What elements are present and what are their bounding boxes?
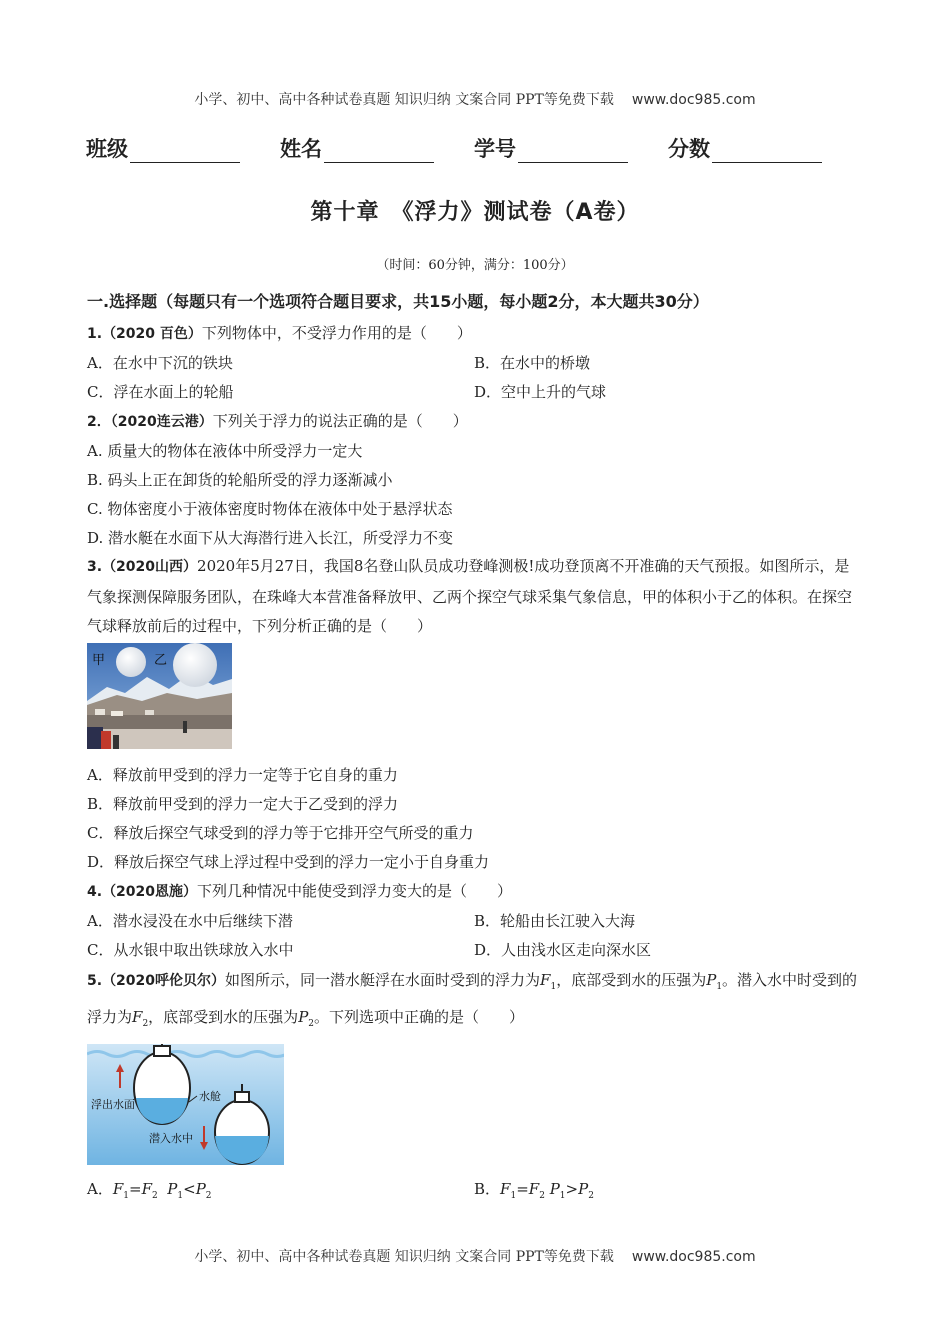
q5-option-b[interactable] xyxy=(474,1178,594,1201)
q2-source-tag: （2020连云港） xyxy=(110,414,213,430)
balloon-label-yi: 乙 xyxy=(154,653,168,668)
student-id-label: 学号 xyxy=(474,137,516,161)
name-label: 姓名 xyxy=(280,137,322,161)
q5-a-sub: 2 xyxy=(205,1191,212,1201)
q5-var-p: P xyxy=(298,1007,309,1026)
score-field[interactable] xyxy=(668,133,822,163)
question-1-stem xyxy=(87,322,472,343)
q5-sub: 1 xyxy=(550,982,557,992)
banner-text: 小学、初中、高中各种试卷真题 知识归纳 文案合同 PPT等免费下载 xyxy=(194,92,614,108)
q1-option-c[interactable]: C．浮在水面上的轮船 xyxy=(87,383,234,401)
q2-option-a[interactable]: A. 质量大的物体在液体中所受浮力一定大 xyxy=(87,442,363,460)
q1-source-tag: （2020 百色） xyxy=(102,326,202,342)
q5-sub: 2 xyxy=(142,1018,149,1029)
q5-b-op: = xyxy=(516,1180,529,1198)
q5-b-var: F xyxy=(528,1180,540,1198)
name-field[interactable] xyxy=(280,133,434,163)
q5-stem-part3: 。潜入水中时受到的浮力为 xyxy=(87,971,858,1026)
q5-option-a[interactable] xyxy=(87,1178,212,1201)
page-title: 第十章 《浮力》测试卷（A卷） xyxy=(310,200,640,225)
submarine-diagram xyxy=(87,1044,284,1165)
q5-a-op: < xyxy=(183,1180,196,1198)
q5-stem-part1: 如图所示，同一潜水艇浮在水面时受到的浮力为 xyxy=(225,971,541,989)
q5-var-f: F xyxy=(132,1007,143,1026)
banner-site-link[interactable]: www.doc985.com xyxy=(631,92,756,108)
footer-banner-site-link[interactable]: www.doc985.com xyxy=(631,1249,756,1265)
q5-a-var: F xyxy=(112,1180,124,1198)
q5-var-f: F xyxy=(540,971,551,989)
q2-stem-text: 下列关于浮力的说法正确的是（ ） xyxy=(212,412,468,430)
exam-subtitle: （时间：60分钟，满分：100分） xyxy=(376,258,574,273)
q1-option-a[interactable]: A．在水中下沉的铁块 xyxy=(87,354,233,372)
question-5-stem xyxy=(87,966,862,1039)
name-blank[interactable] xyxy=(324,140,434,163)
q5-b-op: > xyxy=(565,1180,579,1198)
top-banner xyxy=(0,89,950,109)
q5-var-p: P xyxy=(706,971,717,989)
balloon-label-jia: 甲 xyxy=(92,653,106,668)
q3-source-tag: （2020山西） xyxy=(102,559,198,575)
class-field[interactable] xyxy=(86,133,240,163)
class-blank[interactable] xyxy=(130,140,240,163)
q3-stem-text: 2020年5月27日，我国8名登山队员成功登峰测极!成功登顶离不开准确的天气预报。如图所示，是气象探测保障服务团队，在珠峰大本营准备释放甲、乙两个探空气球采集气象信息，甲的体积小于乙的体积。在探空气球释放前后的过程中，下列分析正确的是（ ） xyxy=(87,557,853,635)
q5-sub: 1 xyxy=(716,982,723,992)
label-submerge: 潜入水中 xyxy=(149,1132,193,1145)
q5-a-sub: 2 xyxy=(152,1191,158,1201)
score-blank[interactable] xyxy=(712,140,822,163)
q5-b-var: P xyxy=(578,1180,589,1198)
q5-b-sub: 2 xyxy=(539,1191,545,1201)
section-heading: 一.选择题（每题只有一个选项符合题目要求，共15小题，每小题2分，本大题共30分） xyxy=(87,292,709,311)
q2-option-c[interactable]: C. 物体密度小于液体密度时物体在液体中处于悬浮状态 xyxy=(87,500,453,518)
q4-option-d[interactable]: D．人由浅水区走向深水区 xyxy=(474,941,652,959)
weather-balloon-photo xyxy=(87,643,232,749)
footer-banner-text: 小学、初中、高中各种试卷真题 知识归纳 文案合同 PPT等免费下载 xyxy=(194,1249,614,1265)
label-surface: 浮出水面 xyxy=(91,1098,135,1111)
student-id-blank[interactable] xyxy=(518,140,628,163)
q4-option-a[interactable]: A．潜水浸没在水中后继续下潜 xyxy=(87,912,293,930)
q5-b-var: F xyxy=(500,1180,511,1198)
q4-option-b[interactable]: B．轮船由长江驶入大海 xyxy=(474,912,636,930)
bottom-banner xyxy=(0,1246,950,1266)
q4-stem-text: 下列几种情况中能使受到浮力变大的是（ ） xyxy=(197,882,513,900)
question-4-stem xyxy=(87,880,512,901)
q5-stem-part2: ，底部受到水的压强为 xyxy=(556,971,707,989)
q5-a-var: P xyxy=(167,1180,178,1198)
q3-option-d[interactable]: D．释放后探空气球上浮过程中受到的浮力一定小于自身重力 xyxy=(87,853,490,871)
q1-stem-text: 下列物体中，不受浮力作用的是（ ） xyxy=(201,324,472,342)
q2-option-b[interactable]: B. 码头上正在卸货的轮船所受的浮力逐渐减小 xyxy=(87,471,393,489)
q5-source-tag: （2020呼伦贝尔） xyxy=(102,973,226,989)
q3-option-c[interactable]: C．释放后探空气球受到的浮力等于它排开空气所受的重力 xyxy=(87,824,474,842)
q1-option-b[interactable]: B．在水中的桥墩 xyxy=(474,354,591,372)
q3-number: 3. xyxy=(87,559,103,575)
q2-option-d[interactable]: D. 潜水艇在水面下从大海潜行进入长江，所受浮力不变 xyxy=(87,529,454,547)
q5-a-prefix: A． xyxy=(87,1180,113,1198)
q5-a-var: F xyxy=(141,1180,152,1198)
q5-b-prefix: B． xyxy=(474,1180,501,1198)
student-id-field[interactable] xyxy=(474,133,628,163)
q5-stem-part4: ，底部受到水的压强为 xyxy=(148,1007,299,1026)
q5-b-sub: 1 xyxy=(510,1191,517,1201)
q5-b-var: P xyxy=(549,1180,560,1198)
question-3-stem xyxy=(87,552,862,642)
q3-option-b[interactable]: B．释放前甲受到的浮力一定大于乙受到的浮力 xyxy=(87,795,399,813)
q5-sub: 2 xyxy=(308,1018,315,1029)
q2-number: 2． xyxy=(87,414,111,430)
score-label: 分数 xyxy=(668,137,710,161)
q5-stem-part5: 。下列选项中正确的是（ ） xyxy=(314,1007,525,1026)
q3-option-a[interactable]: A．释放前甲受到的浮力一定等于它自身的重力 xyxy=(87,766,398,784)
label-ballast-tank: 水舱 xyxy=(199,1090,221,1103)
q4-option-c[interactable]: C．从水银中取出铁球放入水中 xyxy=(87,941,294,959)
class-label: 班级 xyxy=(86,137,128,161)
q1-number: 1. xyxy=(87,326,103,342)
q5-a-var: P xyxy=(195,1180,206,1198)
q5-a-sub: 1 xyxy=(123,1191,129,1201)
q5-a-op: = xyxy=(129,1180,142,1198)
q5-b-sub: 2 xyxy=(588,1191,594,1201)
q5-number: 5. xyxy=(87,973,103,989)
q1-option-d[interactable]: D．空中上升的气球 xyxy=(474,383,607,401)
q5-a-sub: 1 xyxy=(177,1191,184,1201)
q5-b-sub: 1 xyxy=(559,1191,566,1201)
q4-number: 4. xyxy=(87,884,103,900)
student-info-row xyxy=(86,133,846,163)
q4-source-tag: （2020恩施） xyxy=(102,884,198,900)
question-2-stem xyxy=(87,410,468,431)
